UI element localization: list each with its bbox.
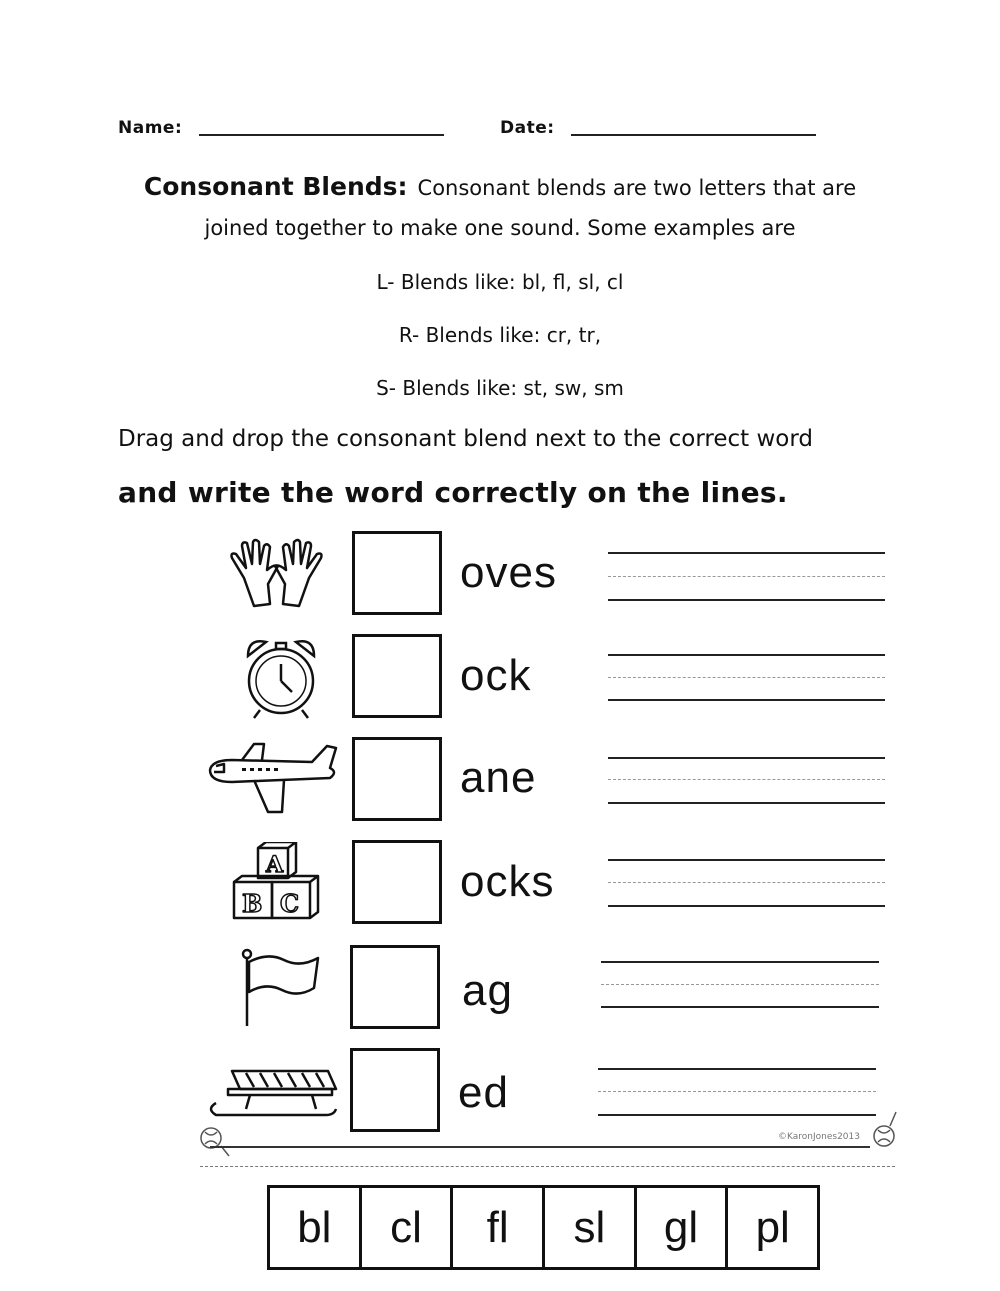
word-ending: ed <box>458 1068 509 1117</box>
word-ending: ocks <box>460 857 555 906</box>
airplane-icon <box>202 740 342 818</box>
blend-tile-pl[interactable]: pl <box>755 1202 790 1252</box>
intro-line-1 <box>0 172 1000 201</box>
writing-line[interactable] <box>608 699 885 701</box>
svg-text:B: B <box>242 889 263 918</box>
writing-line[interactable] <box>608 859 885 861</box>
svg-text:A: A <box>266 852 284 878</box>
writing-line[interactable] <box>601 1006 879 1008</box>
writing-guide <box>608 882 885 883</box>
alarm-clock-icon <box>236 634 326 720</box>
flag-icon <box>238 948 324 1028</box>
date-label: Date: <box>500 118 555 138</box>
instructions-line-1: Drag and drop the consonant blend next to the correct word <box>118 426 813 452</box>
answer-box[interactable] <box>350 1048 440 1132</box>
candy-left-icon <box>195 1120 231 1164</box>
cut-line <box>200 1166 895 1167</box>
blend-tile-fl[interactable]: fl <box>453 1188 545 1267</box>
border-line <box>210 1146 870 1148</box>
writing-line[interactable] <box>608 802 885 804</box>
intro-title: Consonant Blends: <box>143 172 408 201</box>
gloves-icon <box>224 538 329 610</box>
copyright-credit: ©KaronJones2013 <box>778 1132 860 1142</box>
writing-guide <box>598 1091 876 1092</box>
blend-tile-gl[interactable]: gl <box>637 1188 729 1267</box>
writing-guide <box>608 576 885 577</box>
writing-line[interactable] <box>598 1114 876 1116</box>
writing-line[interactable] <box>608 757 885 759</box>
writing-guide <box>608 779 885 780</box>
word-ending: ock <box>460 651 532 700</box>
intro-text-1: Consonant blends are two letters that are <box>417 176 857 200</box>
sled-icon <box>202 1063 342 1123</box>
writing-guide <box>608 677 885 678</box>
word-bank <box>267 1185 820 1270</box>
writing-line[interactable] <box>608 552 885 554</box>
name-label: Name: <box>118 118 183 138</box>
answer-box[interactable] <box>352 737 442 821</box>
candy-right-icon <box>868 1108 900 1158</box>
name-line[interactable] <box>199 118 444 136</box>
intro-text-2: joined together to make one sound. Some examples are <box>204 216 796 240</box>
writing-line[interactable] <box>608 905 885 907</box>
s-blends-example: S- Blends like: st, sw, sm <box>376 376 624 400</box>
instructions-line-2: and write the word correctly on the lines. <box>118 476 788 509</box>
date-field <box>500 118 816 138</box>
r-blends-example: R- Blends like: cr, tr, <box>398 323 602 347</box>
blend-tile-cl[interactable]: cl <box>362 1188 454 1267</box>
answer-box[interactable] <box>352 840 442 924</box>
word-ending: ane <box>460 753 537 802</box>
word-ending: oves <box>460 548 557 597</box>
date-line[interactable] <box>571 118 816 136</box>
name-field <box>118 118 444 138</box>
writing-guide <box>601 984 879 985</box>
writing-line[interactable] <box>608 599 885 601</box>
answer-box[interactable] <box>352 634 442 718</box>
blend-tile-bl[interactable]: bl <box>270 1188 362 1267</box>
writing-line[interactable] <box>598 1068 876 1070</box>
svg-text:C: C <box>280 889 300 918</box>
answer-box[interactable] <box>350 945 440 1029</box>
blend-tile-sl[interactable]: sl <box>545 1188 637 1267</box>
l-blends-example: L- Blends like: bl, fl, sl, cl <box>376 270 624 294</box>
writing-line[interactable] <box>608 654 885 656</box>
answer-box[interactable] <box>352 531 442 615</box>
word-ending: ag <box>462 966 513 1015</box>
blocks-icon <box>230 842 326 922</box>
writing-line[interactable] <box>601 961 879 963</box>
